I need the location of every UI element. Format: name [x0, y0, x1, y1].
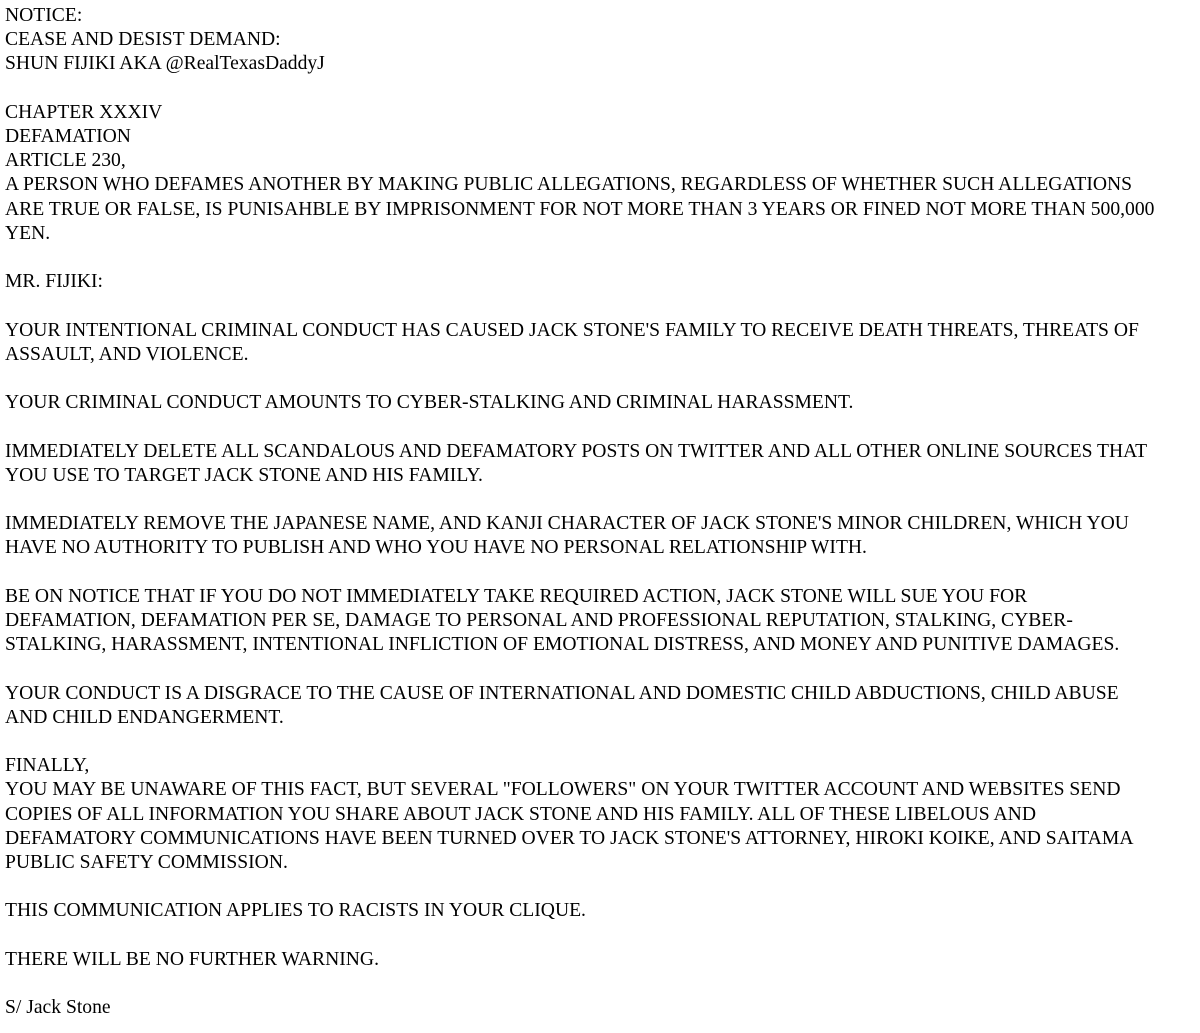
paragraph-disgrace	[5, 682, 1197, 730]
spacer	[5, 246, 1197, 270]
notice-label: NOTICE:	[5, 5, 83, 26]
paragraph-lawsuit-notice	[5, 585, 1197, 658]
spacer	[5, 730, 1197, 754]
statute-text-line: ARE TRUE OR FALSE, IS PUNISAHBLE BY IMPRISONMENT FOR NOT MORE THAN 3 YEARS OR FINED NOT MORE THAN 500,000	[5, 198, 1155, 220]
recipient-line: SHUN FIJIKI AKA @RealTexasDaddyJ	[5, 53, 325, 75]
statute-title: DEFAMATION	[5, 126, 131, 147]
paragraph-finally	[5, 754, 1197, 875]
statute-article: ARTICLE 230,	[5, 150, 126, 172]
paragraph-line: DEFAMATORY COMMUNICATIONS HAVE BEEN TURNED OVER TO JACK STONE'S ATTORNEY, HIROKI KOIKE, AND SAITAMA	[5, 827, 1134, 849]
paragraph-line: FINALLY,	[5, 755, 90, 777]
paragraph-remove-names	[5, 512, 1197, 560]
spacer	[5, 972, 1197, 996]
paragraph-line: YOUR INTENTIONAL CRIMINAL CONDUCT HAS CAUSED JACK STONE'S FAMILY TO RECEIVE DEATH THREATS, THREATS OF	[5, 319, 1139, 341]
spacer	[5, 561, 1197, 585]
statute-chapter: CHAPTER XXXIV	[5, 101, 163, 123]
spacer	[5, 657, 1197, 681]
spacer	[5, 875, 1197, 899]
spacer	[5, 77, 1197, 101]
paragraph-delete-posts	[5, 440, 1197, 488]
paragraph-line: PUBLIC SAFETY COMMISSION.	[5, 851, 288, 873]
paragraph-line: IMMEDIATELY REMOVE THE JAPANESE NAME, AND KANJI CHARACTER OF JACK STONE'S MINOR CHILDREN, WHICH YOU	[5, 513, 1129, 535]
statute-text-line: YEN.	[5, 222, 51, 244]
salutation: MR. FIJIKI:	[5, 271, 103, 293]
spacer	[5, 415, 1197, 439]
statute-block	[5, 101, 1197, 246]
paragraph-line: BE ON NOTICE THAT IF YOU DO NOT IMMEDIATELY TAKE REQUIRED ACTION, JACK STONE WILL SUE YOU FOR	[5, 585, 1028, 607]
paragraph-racists	[5, 899, 1197, 923]
paragraph-cyber-stalking	[5, 391, 1197, 415]
paragraph-line: YOUR CRIMINAL CONDUCT AMOUNTS TO CYBER-STALKING AND CRIMINAL HARASSMENT.	[5, 392, 854, 414]
paragraph-no-warning	[5, 948, 1197, 972]
paragraph-line: AND CHILD ENDANGERMENT.	[5, 706, 284, 728]
signature: S/ Jack Stone	[5, 997, 111, 1019]
paragraph-death-threats	[5, 319, 1197, 367]
statute-text-line: A PERSON WHO DEFAMES ANOTHER BY MAKING PUBLIC ALLEGATIONS, REGARDLESS OF WHETHER SUCH ALLEGATIONS	[5, 174, 1133, 196]
spacer	[5, 488, 1197, 512]
paragraph-line: YOU MAY BE UNAWARE OF THIS FACT, BUT SEVERAL "FOLLOWERS" ON YOUR TWITTER ACCOUNT AND WEBSITES SEND	[5, 779, 1121, 801]
cease-and-desist-document	[5, 4, 1197, 1020]
paragraph-line: COPIES OF ALL INFORMATION YOU SHARE ABOUT JACK STONE AND HIS FAMILY. ALL OF THESE LIBELOUS AND	[5, 803, 1036, 825]
spacer	[5, 924, 1197, 948]
paragraph-line: THIS COMMUNICATION APPLIES TO RACISTS IN YOUR CLIQUE.	[5, 900, 586, 922]
paragraph-line: IMMEDIATELY DELETE ALL SCANDALOUS AND DEFAMATORY POSTS ON TWITTER AND ALL OTHER ONLINE SOURCES THAT	[5, 440, 1148, 462]
spacer	[5, 367, 1197, 391]
spacer	[5, 294, 1197, 318]
paragraph-line: THERE WILL BE NO FURTHER WARNING.	[5, 948, 379, 970]
demand-title: CEASE AND DESIST DEMAND:	[5, 29, 281, 51]
paragraph-line: YOU USE TO TARGET JACK STONE AND HIS FAMILY.	[5, 464, 483, 486]
paragraph-line: HAVE NO AUTHORITY TO PUBLISH AND WHO YOU HAVE NO PERSONAL RELATIONSHIP WITH.	[5, 537, 867, 559]
paragraph-line: STALKING, HARASSMENT, INTENTIONAL INFLICTION OF EMOTIONAL DISTRESS, AND MONEY AND PUNITIVE DAMAGES.	[5, 634, 1120, 656]
paragraph-line: DEFAMATION, DEFAMATION PER SE, DAMAGE TO PERSONAL AND PROFESSIONAL REPUTATION, STALKING, CYBER-	[5, 609, 1073, 631]
paragraph-line: YOUR CONDUCT IS A DISGRACE TO THE CAUSE OF INTERNATIONAL AND DOMESTIC CHILD ABDUCTIONS, CHILD ABUSE	[5, 682, 1119, 704]
paragraph-line: ASSAULT, AND VIOLENCE.	[5, 343, 249, 365]
